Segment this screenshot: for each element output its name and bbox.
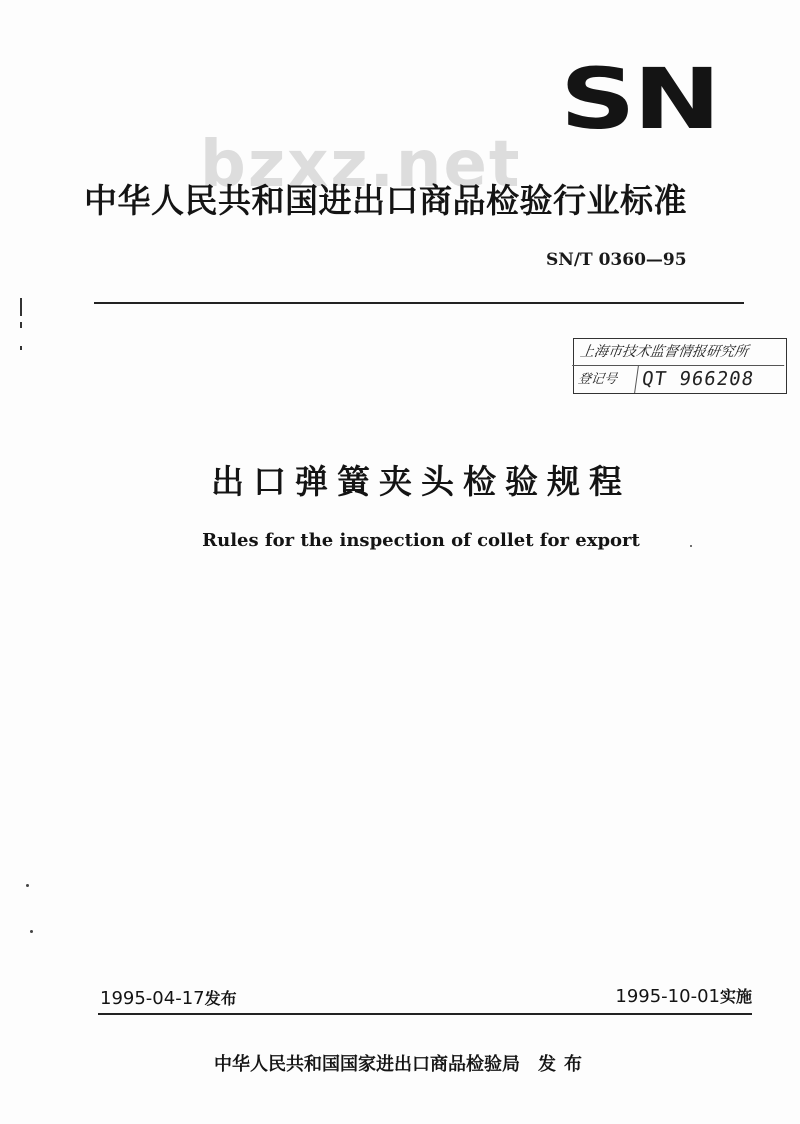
watermark: bzxz.net: [200, 128, 522, 202]
publisher-line: [214, 1050, 590, 1076]
standard-number: SN/T 0360—95: [546, 250, 687, 270]
stamp-registration-row: [572, 366, 788, 393]
document-title-en: Rules for the inspection of collet for export: [202, 530, 640, 551]
document-title-cn: 出口弹簧夹头检验规程: [211, 462, 631, 501]
stamp-label: 登记号: [576, 366, 639, 393]
issue-date: 1995-04-17: [100, 988, 205, 1009]
issue-suffix: 发布: [204, 989, 237, 1008]
standard-category-title: 中华人民共和国进出口商品检验行业标准: [84, 181, 687, 220]
scan-speck: [26, 884, 29, 887]
publisher-action: 发布: [538, 1054, 590, 1075]
publisher-name: 中华人民共和国国家进出口商品检验局: [214, 1054, 520, 1075]
stamp-organization: 上海市技术监督情报研究所: [572, 339, 788, 366]
effective-date-line: [615, 984, 752, 1007]
scan-speck: [690, 545, 692, 547]
effective-suffix: 实施: [719, 987, 752, 1006]
stamp-code: QT 966208: [640, 368, 756, 390]
header-divider: [94, 302, 744, 304]
footer-divider: [98, 1013, 752, 1015]
effective-date: 1995-10-01: [615, 986, 720, 1007]
margin-mark: [20, 322, 22, 328]
sn-logo: SN: [560, 50, 719, 148]
issue-date-line: [100, 986, 237, 1009]
margin-mark: [20, 298, 22, 316]
margin-mark: [20, 346, 22, 350]
scan-speck: [30, 930, 33, 933]
registration-stamp: [573, 338, 787, 394]
